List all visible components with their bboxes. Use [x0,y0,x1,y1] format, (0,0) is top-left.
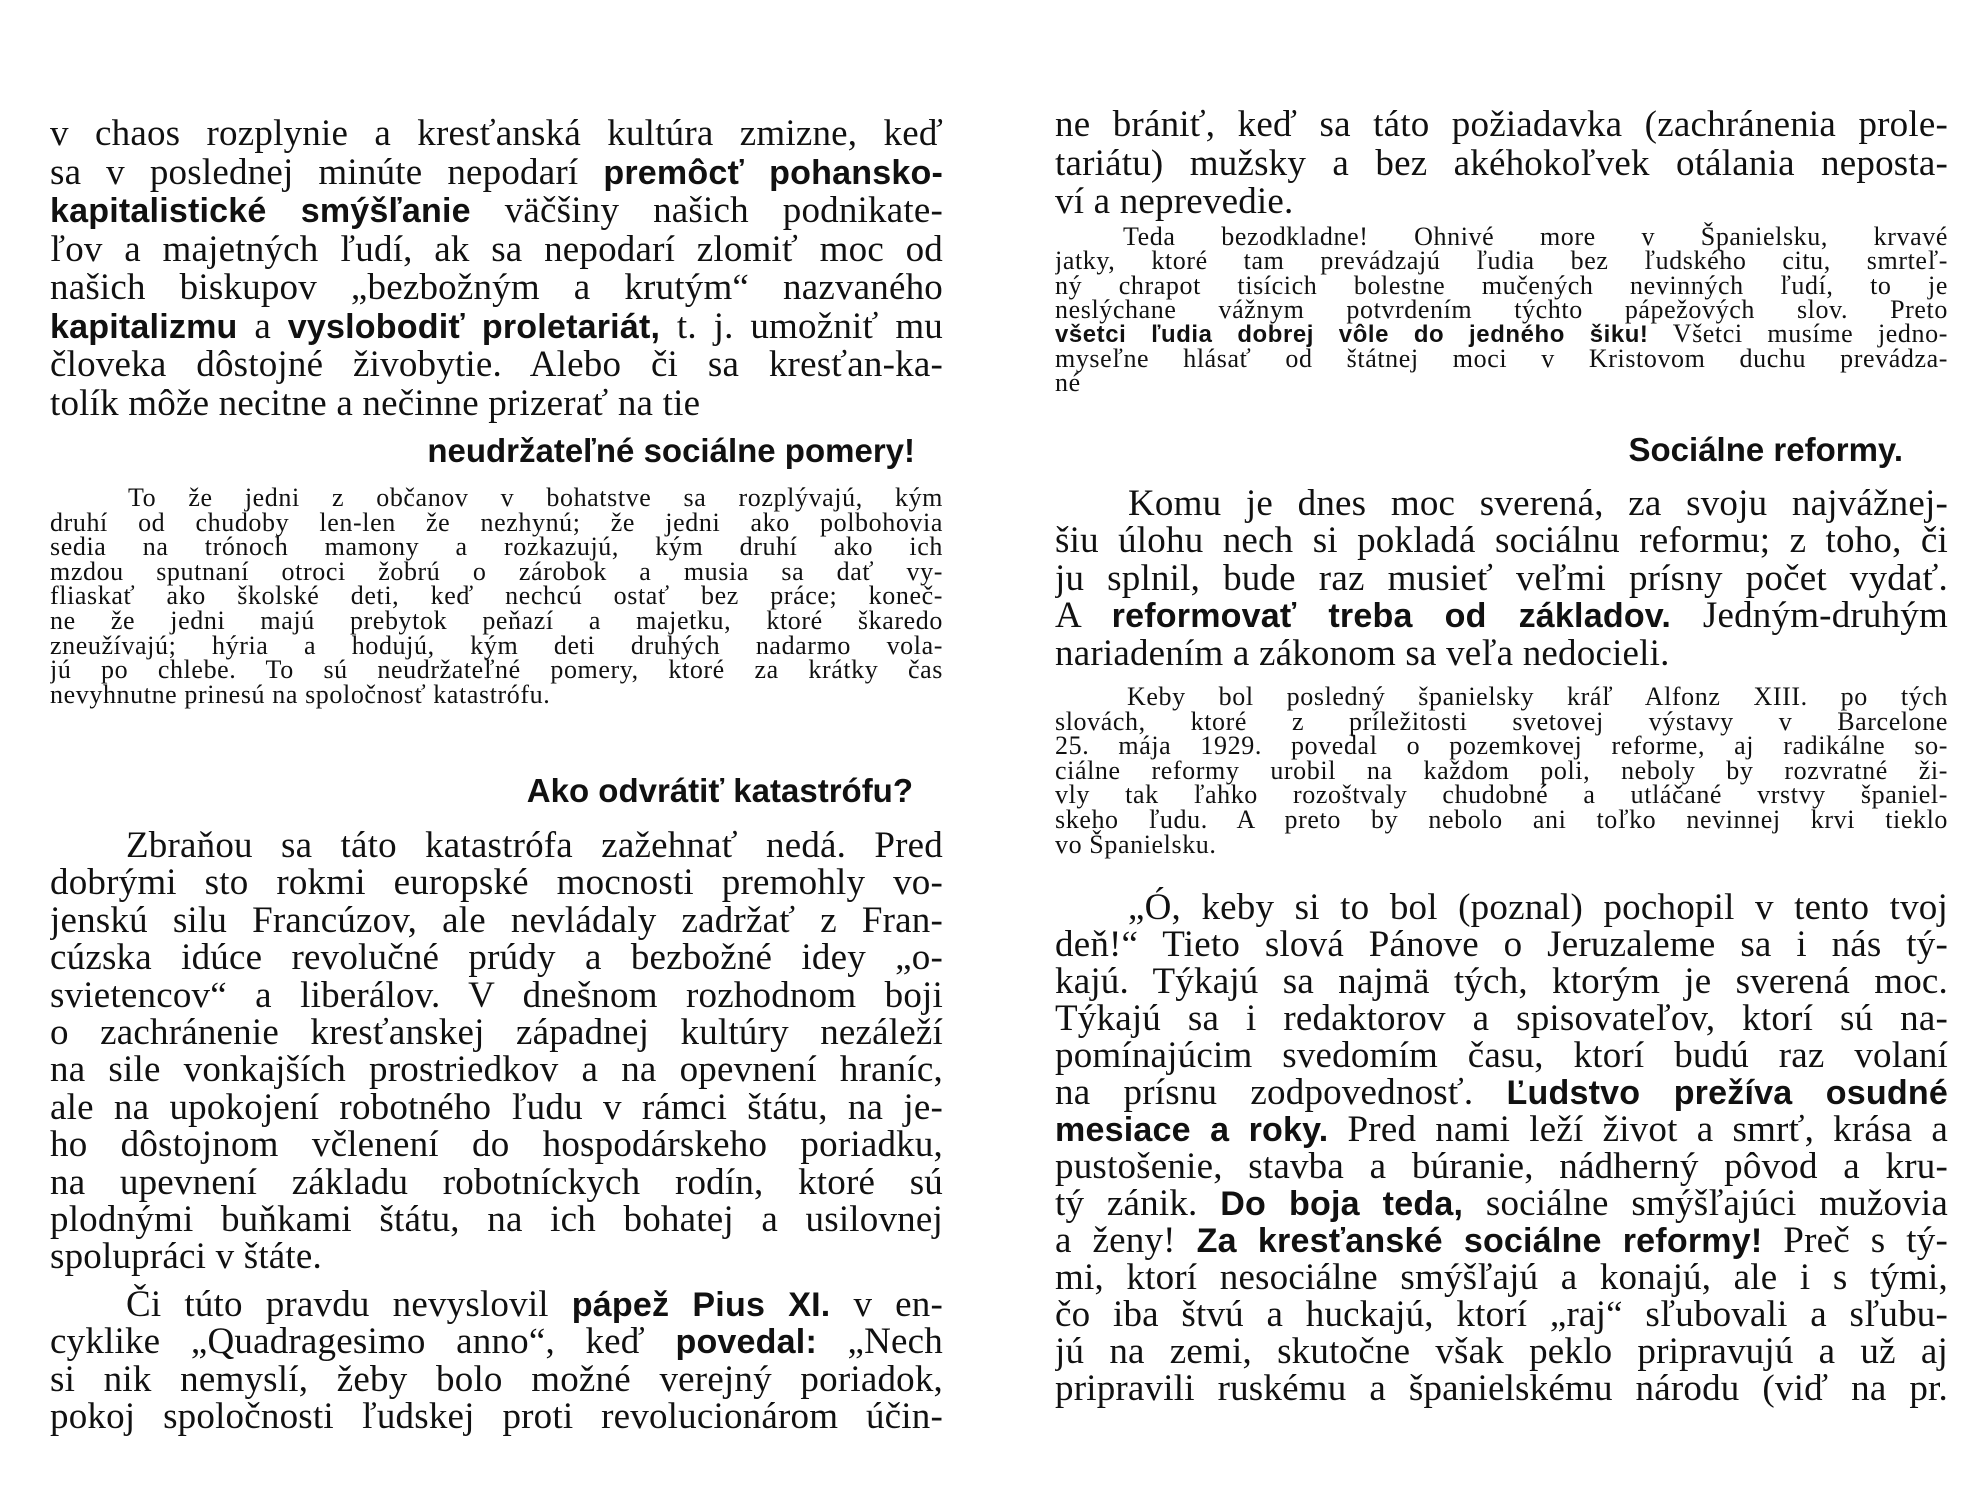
text-run: dobrými sto rokmi europské mocnosti premohly vo- [50,862,943,904]
text-run: neslýchane vážnym potvrdením týchto pápežových slov. Preto [1055,294,1948,324]
text-run: ľov a majetných ľudí, ak sa nepodarí zlomiť moc od [50,228,943,270]
text-run: Všetci musíme jedno- [1648,319,1948,349]
bold-phrase: premôcť pohansko- [603,153,943,192]
text-run: né [1055,367,1081,397]
text-run: našich biskupov „bezbožným a krutým“ nazvaného [50,267,943,308]
text-run: sa v poslednej minúte nepodarí [50,151,604,193]
bold-phrase: kapitalistické smýšľanie [50,192,471,230]
text-line: Keby bol posledný španielsky kráľ Alfonz XIII. po tých [1127,682,1948,711]
bold-phrase: mesiace a roky. [1055,1111,1329,1149]
text-run: tariátu) mužsky a bez akéhokoľvek otálania nepostа- [1055,142,1948,184]
text-run: si nik nemyslí, žeby bolo možné verejný poriadok, [50,1358,943,1400]
text-run: Preč s tý- [1762,1220,1948,1261]
text-run: väčšiny našich podnikate- [470,190,943,231]
text-line [50,382,943,425]
text-line: vly tak ľahko rozoštvaly chudobné a utláčané vrstvy španiel- [1055,780,1948,810]
text-line [1055,103,1948,146]
section-heading: Ako odvrátiť katastrófu? [526,772,913,809]
text-run: a [237,305,288,347]
text-run: v en- [830,1283,943,1325]
bold-phrase: Za kresťanské sociálne reformy! [1196,1222,1763,1260]
text-run: Komu je dnes moc sverená, za svoju najvážnej- [1128,483,1948,524]
text-run: „Nech [816,1321,943,1363]
bold-phrase: všetci ľudia dobrej vôle do jedného šiku! [1055,321,1649,349]
text-line [1055,142,1948,185]
text-run: deň!“ Tieto slová Pánove o Jeruzaleme sa i nás tý- [1055,924,1948,965]
text-run: cyklike „Quadragesimo anno“, keď [50,1321,676,1363]
text-line: druhí od chudoby len-len že nezhynú; že jedni ako polbohovia [50,507,943,537]
text-run: mi, ktorí nesociálne smýšľajú a konajú, ale i s tými, [1055,1257,1948,1298]
text-line: 25. mája 1929. povedal o pozemkovej reforme, aj radikálne so- [1055,731,1948,761]
text-run: na sile vonkajších prostriedkov a na opevnení hraníc, [50,1049,943,1091]
text-run: t. j. umožniť mu [660,305,943,347]
text-run: pomínajúcim svedomím času, ktorí budú raz volaní [1055,1035,1948,1076]
text-line [50,305,943,348]
bold-phrase: povedal: [675,1323,817,1362]
text-run: pustošenie, stavba a búranie, nádherný pôvod a kru- [1055,1146,1948,1187]
text-line [50,112,943,155]
text-run: Pred nami leží život a smrť, krása a [1328,1109,1948,1150]
text-run: na upevnení základu robotníckych rodín, ktoré sú [50,1161,943,1203]
text-run: svietencov“ a liberálov. V dnešnom rozhodnom boji [50,974,943,1016]
text-run: ný chrapot tisícich bolestne mučených nevinných ľudí, to je [1055,270,1948,300]
text-run: ho dôstojnom včlenení do hospodárskeho poriadku, [50,1124,943,1166]
text-run: čo iba štvú a huckajú, ktorí „raj“ sľubovali a sľubu- [1055,1294,1948,1335]
text-run: Či túto pravdu nevyslovil [126,1283,572,1325]
bold-phrase: reformovať treba od základov. [1111,597,1672,636]
text-run: a ženy! [1055,1220,1197,1261]
text-run: spolupráci v štáte. [50,1236,322,1278]
text-line [50,151,943,194]
text-run: jatky, ktoré tam prevádzajú ľudia bez ľudského citu, smrteľ- [1055,246,1948,276]
text-run: Teda bezodkladne! Ohnivé more v Španielsku, krvavé [1123,222,1948,251]
text-line [50,343,943,386]
text-line: ne že jedni majú prebytok peňazí a majetku, ktoré škaredo [50,606,943,635]
text-run: ne brániť, keď sa táto požiadavka (zachránenia prole- [1055,104,1948,145]
text-line [1055,1367,1948,1410]
text-line: jú po chlebe. To sú neudržateľné pomery, ktoré za krátky čas [50,655,943,685]
bold-phrase: Do boja teda, [1220,1185,1464,1223]
text-line [1055,180,1948,223]
text-run: pokoj spoločnosti ľudskej proti revolucionárom účin- [50,1396,943,1437]
text-run: Zbraňou sa táto katastrófa zažehnať nedá. Pred [126,825,943,866]
text-run: človeka dôstojné živobytie. Alebo či sa kresťan-ka- [50,344,943,385]
text-line: To že jedni z občanov v bohatstve sa rozplývajú, kým [128,483,943,512]
text-run: ví a neprevedie. [1055,181,1294,222]
text-run: Jedným-druhým [1671,595,1948,637]
bold-phrase: Ľudstvo prežíva osudné [1506,1074,1948,1112]
text-run: šiu úlohu nech si pokladá sociálnu reformu; z toho, či [1055,520,1948,562]
text-run: tolík môže necitne a nečinne prizerať na tie [50,382,701,424]
text-line: vo Španielsku. [1055,829,1217,859]
text-line [50,266,943,309]
text-run: „Ó, keby si to bol (poznal) pochopil v tento tvoj [1128,887,1948,928]
text-line: fliaskať ako školské deti, keď nechcú ostať bez práce; koneč- [50,581,943,611]
text-line: nevyhnutne prinesú na spoločnosť katastrófu. [50,679,551,709]
text-run: myseľne hlásať od štátnej moci v Kristovom duchu prevádza- [1055,343,1948,373]
text-line [50,1395,943,1438]
text-run: o zachránenie kresťanskej západnej kultúry nezáleží [50,1012,943,1053]
text-run: tý zánik. [1055,1183,1221,1224]
text-run: v chaos rozplynie a kresťanská kultúra zmizne, keď [50,113,943,154]
text-line [1055,632,1948,675]
text-line [1055,368,1948,398]
text-line: slovách, ktoré z príležitosti svetovej výstavy v Barcelone [1055,706,1948,736]
text-run: nariadením a zákonom sa veľa nedocieli. [1055,632,1670,674]
text-run: kajú. Týkajú sa najmä tých, ktorým je sverená moc. [1055,961,1948,1002]
text-line [50,1235,943,1278]
text-run: na prísnu zodpovednosť. [1055,1072,1507,1113]
text-line [50,189,943,232]
text-run: Týkajú sa i redaktorov a spisovateľov, ktorí sú na- [1055,998,1948,1039]
bold-phrase: pápež Pius XI. [571,1285,831,1324]
text-line: sedia na trónoch mamony a rozkazujú, kým druhí ako ich [50,532,943,562]
text-run: sociálne smýšľajúci mužovia [1463,1183,1948,1224]
bold-phrase: vyslobodiť proletariát, [287,307,661,346]
text-run: plodnými buňkami štátu, na ich bohatej a usilovnej [50,1199,943,1240]
text-run: cúzska idúce revolučné prúdy a bezbožné idey „o- [50,937,943,979]
text-line: mzdou sputnaní otroci žobrú o zárobok a musia sa dať vy- [50,556,943,586]
bold-phrase: kapitalizmu [50,307,238,346]
text-line: ciálne reformy urobil na každom poli, neboly by rozvratné ži- [1055,755,1948,785]
text-run: ju splnil, bude raz musieť veľmi prísny počet vydať. [1055,557,1948,599]
text-line [50,228,943,271]
text-run: pripravili ruskému a španielskému národu (viď na pr. [1055,1368,1948,1409]
section-heading: Sociálne reformy. [1628,431,1903,468]
text-line: skeho ľudu. A preto by nebolo ani toľko nevinnej krvi tieklo [1055,805,1948,834]
text-line: zneužívajú; hýria a hodujú, kým deti druhých nadarmo vola- [50,630,943,660]
text-run: ale na upokojení robotného ľudu v rámci štátu, na je- [50,1086,943,1128]
text-run: jenskú silu Francúzov, ale nevládaly zadržať z Fran- [50,899,943,941]
text-run: jú na zemi, skutočne však peklo pripravujú a už aj [1055,1331,1948,1372]
text-run: A [1055,595,1112,637]
section-heading: neudržateľné sociálne pomery! [427,432,915,469]
